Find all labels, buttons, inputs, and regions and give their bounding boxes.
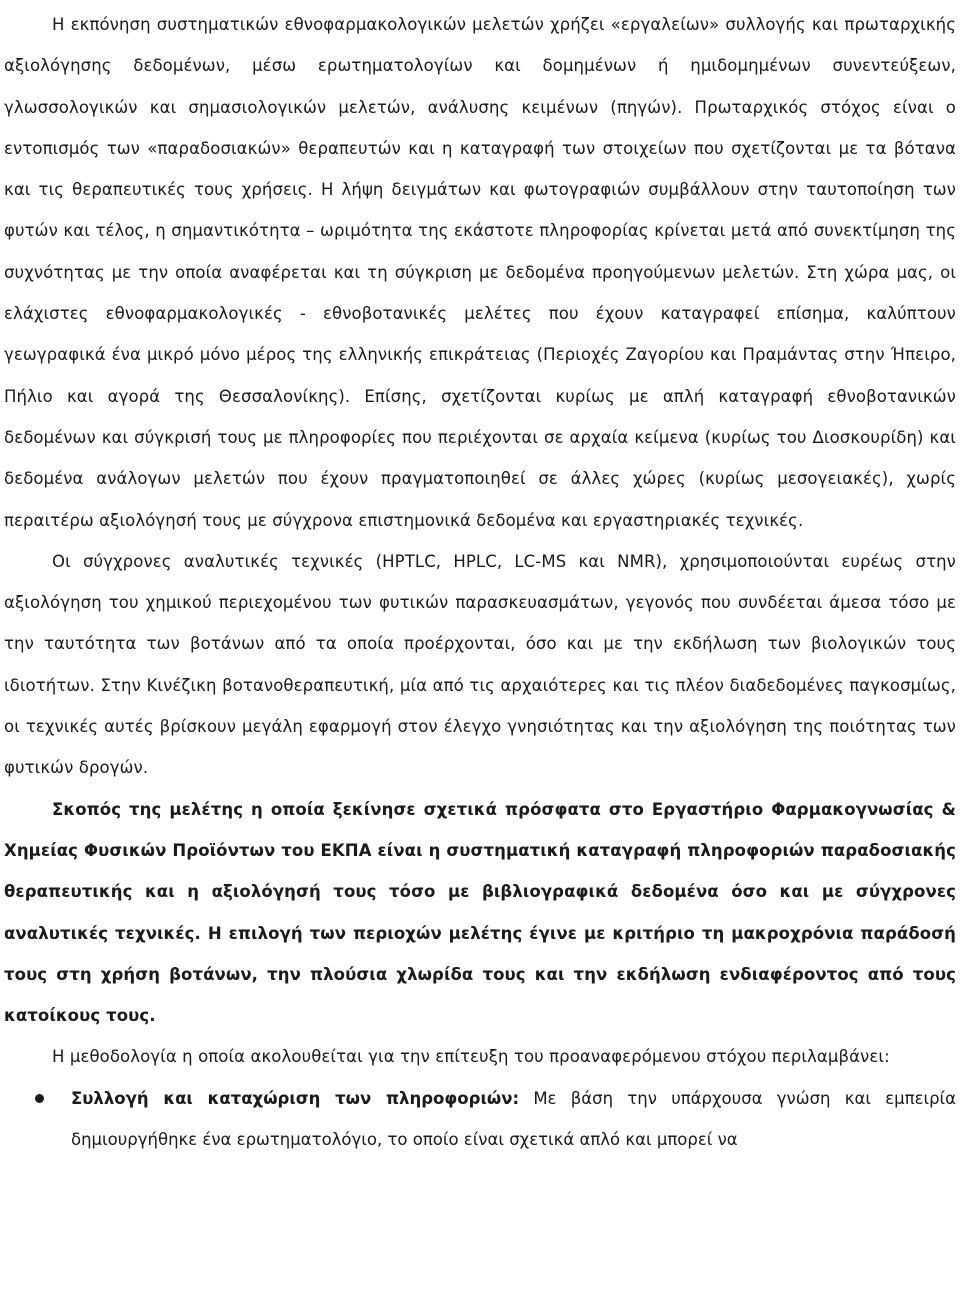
paragraph-analytical-techniques: Οι σύγχρονες αναλυτικές τεχνικές (HPTLC, HPLC, LC-MS και NMR), χρησιμοποιούνται ευρέως στην αξιολόγηση του χημικού περιεχομένου των φυτικών παρασκευασμάτων, γεγονός που συνδέεται άμεσα τόσο με την ταυτότητα των βοτάνων από τα οποία προέρχονται, όσο και με την εκδήλωση των βιολογικών τους ιδιοτήτων. Στην Κινέζικη βοτανοθεραπευτική, μία από τις αρχαιότερες και τις πλέον διαδεδομένες παγκοσμίως, οι τεχνικές αυτές βρίσκουν μεγάλη εφαρμογή στον έλεγχο γνησιότητας και την αξιολόγηση της ποιότητας των φυτικών δρογών. (4, 551, 956, 778)
list-item (4, 1078, 956, 1161)
bullet-icon (35, 1094, 44, 1103)
list-item-text: Με βάση την υπάρχουσα γνώση και εμπειρία δημιουργήθηκε ένα ερωτηματολόγιο, το οποίο είναι σχετικά απλό και μπορεί να (71, 1088, 957, 1150)
paragraph-study-aim: Σκοπός της μελέτης η οποία ξεκίνησε σχετικά πρόσφατα στο Εργαστήριο Φαρμακογνωσίας & Χημείας Φυσικών Προϊόντων του ΕΚΠΑ είναι η συστηματική καταγραφή πληροφοριών παραδοσιακής θεραπευτικής και η αξιολόγησή τους τόσο με βιβλιογραφικά δεδομένα όσο και με σύγχρονες αναλυτικές τεχνικές. Η επιλογή των περιοχών μελέτης έγινε με κριτήριο τη μακροχρόνια παράδοσή τους στη χρήση βοτάνων, την πλούσια χλωρίδα τους και την εκδήλωση ενδιαφέροντος από τους κατοίκους τους. (4, 799, 956, 1026)
paragraph-methodology-intro: Η μεθοδολογία η οποία ακολουθείται για την επίτευξη του προαναφερόμενου στόχου περιλαμβάνει: (52, 1047, 890, 1067)
methodology-list (4, 1078, 956, 1161)
list-item-title: Συλλογή και καταχώριση των πληροφοριών: (71, 1088, 520, 1108)
paragraph-ethnopharmacology-methods: Η εκπόνηση συστηματικών εθνοφαρμακολογικών μελετών χρήζει «εργαλείων» συλλογής και πρωταρχικής αξιολόγησης δεδομένων, μέσω ερωτηματολογίων και δομημένων ή ημιδομημένων συνεντεύξεων, γλωσσολογικών και σημασιολογικών μελετών, ανάλυσης κειμένων (πηγών). Πρωταρχικός στόχος είναι ο εντοπισμός των «παραδοσιακών» θεραπευτών και η καταγραφή των στοιχείων που σχετίζονται με τα βότανα και τις θεραπευτικές τους χρήσεις. Η λήψη δειγμάτων και φωτογραφιών συμβάλλουν στην ταυτοποίηση των φυτών και τέλος, η σημαντικότητα – ωριμότητα της εκάστοτε πληροφορίας κρίνεται μετά από συνεκτίμηση της συχνότητας με την οποία αναφέρεται και τη σύγκριση με δεδομένα προηγούμενων μελετών. Στη χώρα μας, οι ελάχιστες εθνοφαρμακολογικές - εθνοβοτανικές μελέτες που έχουν καταγραφεί επίσημα, καλύπτουν γεωγραφικά ένα μικρό μόνο μέρος της ελληνικής επικράτειας (Περιοχές Ζαγορίου και Πραμάντας στην Ήπειρο, Πήλιο και αγορά της Θεσσαλονίκης). Επίσης, σχετίζονται κυρίως με απλή καταγραφή εθνοβοτανικών δεδομένων και σύγκρισή τους με πληροφορίες που περιέχονται σε αρχαία κείμενα (κυρίως του Διοσκουρίδη) και δεδομένα ανάλογων μελετών που έχουν πραγματοποιηθεί σε άλλες χώρες (κυρίως μεσογειακές), χωρίς περαιτέρω αξιολόγησή τους με σύγχρονα επιστημονικά δεδομένα και εργαστηριακές τεχνικές. (4, 15, 956, 530)
